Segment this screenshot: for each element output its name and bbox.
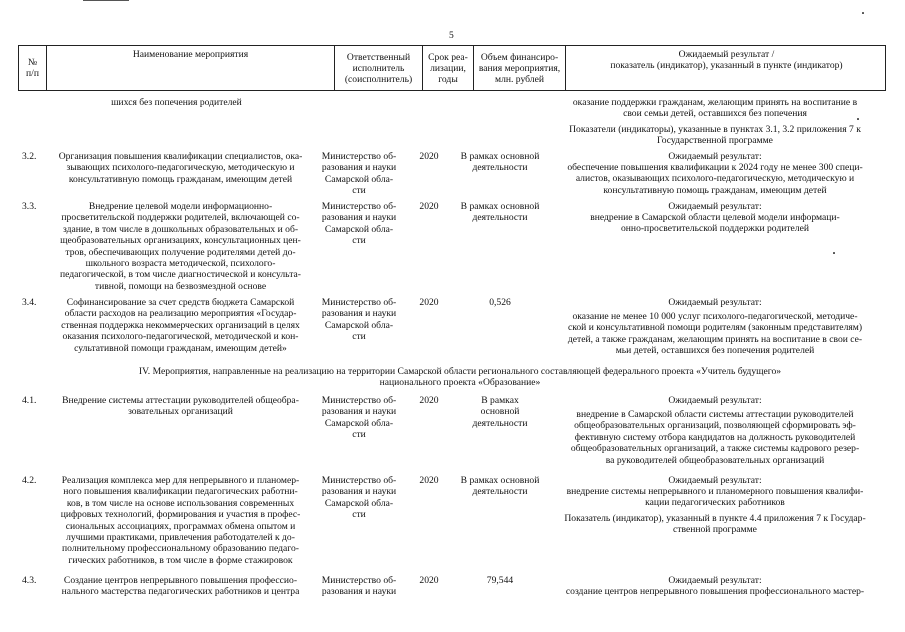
row-number: 4.1. bbox=[22, 395, 37, 406]
section-heading: IV. Мероприятия, направленные на реализацию на территории Самарской области регионального составляющей федерального проекта «Учитель будущего» национального проекта «Образование» bbox=[138, 366, 782, 389]
continuation-indicator: Показатели (индикаторы), указанные в пунктах 3.1, 3.2 приложения 7 к Государственной программе bbox=[569, 124, 861, 147]
row-funding: В рамках основной деятельности bbox=[460, 151, 540, 174]
row-responsible: Министерство об- разования и науки Самарской обла- сти bbox=[321, 297, 397, 343]
row-term: 2020 bbox=[419, 201, 439, 212]
continuation-result: оказание поддержки гражданам, желающим принять на воспитание в свои семьи детей, оставшихся без попечения bbox=[572, 97, 858, 120]
scan-speck bbox=[862, 12, 864, 14]
row-term: 2020 bbox=[419, 297, 439, 308]
row-number: 3.4. bbox=[22, 297, 37, 308]
row-name: Создание центров непрерывного повышения профессио- нального мастерства педагогических работников и центра bbox=[61, 575, 300, 598]
row-term: 2020 bbox=[419, 395, 439, 406]
row-result: обеспечение повышения квалификации к 2024 году не менее 300 специ- алистов, оказывающих психолого-педагогическую, методическую и консультативную помощь гражданам, имеющим детей bbox=[567, 162, 863, 196]
scan-artifact bbox=[83, 0, 129, 1]
row-result-title: Ожидаемый результат: bbox=[668, 475, 762, 486]
row-number: 4.3. bbox=[22, 575, 37, 586]
row-name: Внедрение целевой модели информационно- просветительской поддержки родителей, включающей со- здание, в том числе в дошкольных образовательных и об- щеобразовательных организациях, консультационных цен- тров, обеспечивающих получение родителями детей до- школьного возраста методической, психолого- педагогической, в том числе диагностической и консульта- тивной, помощи на безвозмездной основе bbox=[60, 201, 301, 292]
row-result: внедрение в Самарской области системы аттестации руководителей общеобразовательных организаций, позволяющей сформировать эф- фективную систему отбора кандидатов на должность руководителей общеобразовательных организаций, а также системы кадрового резер- ва руководителей общеобразовательных организаций bbox=[570, 409, 860, 466]
row-funding: 0,526 bbox=[489, 297, 511, 308]
row-name: Организация повышения квалификации специалистов, ока- зывающих психолого-педагогическую, методическую и консультативную помощь гражданам, имеющим детей bbox=[58, 151, 303, 185]
row-responsible: Министерство об- разования и науки bbox=[321, 575, 397, 598]
row-responsible: Министерство об- разования и науки Самарской обла- сти bbox=[321, 395, 397, 441]
row-funding: В рамках основной деятельности bbox=[460, 201, 540, 224]
header-num: № п/п bbox=[26, 57, 39, 79]
row-name: Реализация комплекса мер для непрерывного и планомер- ного повышения квалификации педагогических работни- ков, в том числе на основе использования современных цифровых технологий, формирования и участия в профес- сиональных ассоциациях, программах обмена опытом и лучшими практиками, привлечения работодателей к до- полнительному профессиональному образованию педаго- гических работников, в том числе в форме стажировок bbox=[60, 475, 301, 566]
row-number: 3.2. bbox=[22, 151, 37, 162]
row-responsible: Министерство об- разования и науки Самарской обла- сти bbox=[321, 151, 397, 197]
row-funding: В рамках основной деятельности bbox=[472, 395, 528, 429]
row-result-title: Ожидаемый результат: bbox=[668, 201, 762, 212]
header-responsible: Ответственный исполнитель (соисполнитель) bbox=[334, 46, 422, 90]
row-result-title: Ожидаемый результат: bbox=[668, 575, 762, 586]
row-number: 4.2. bbox=[22, 475, 37, 486]
continuation-name: шихся без попечения родителей bbox=[111, 97, 242, 108]
header-name: Наименование мероприятия bbox=[46, 46, 334, 90]
row-result: внедрение системы непрерывного и планомерного повышения квалифи- кации педагогических работников bbox=[566, 486, 864, 509]
page-number: 5 bbox=[449, 31, 454, 41]
row-responsible: Министерство об- разования и науки Самарской обла- сти bbox=[321, 201, 397, 247]
row-term: 2020 bbox=[419, 475, 439, 486]
row-term: 2020 bbox=[419, 151, 439, 162]
row-number: 3.3. bbox=[22, 201, 37, 212]
row-result: оказание не менее 10 000 услуг психолого-педагогической, методиче- ской и консультативной помощи родителям (законным представителям) детей, а также гражданам, желающим принять на воспитание в свои се- мьи детей, оставшихся без попечения родителей bbox=[567, 311, 863, 357]
row-funding: В рамках основной деятельности bbox=[460, 475, 540, 498]
row-result-title: Ожидаемый результат: bbox=[668, 395, 762, 406]
header-term: Срок реа- лизации, годы bbox=[422, 46, 473, 90]
row-funding: 79,544 bbox=[486, 575, 514, 586]
header-funding: Объем финансиро- вания мероприятия, млн. рублей bbox=[473, 46, 565, 90]
row-name: Внедрение системы аттестации руководителей общеобра- зовательных организаций bbox=[62, 395, 299, 418]
row-result: внедрение в Самарской области целевой модели информаци- онно-просветительской поддержки родителей bbox=[590, 212, 840, 235]
row-result: создание центров непрерывного повышения профессионального мастер- bbox=[565, 586, 865, 597]
row-term: 2020 bbox=[419, 575, 439, 586]
row-responsible: Министерство об- разования и науки Самарской обла- сти bbox=[321, 475, 397, 521]
row-name: Софинансирование за счет средств бюджета Самарской области расходов на реализацию мероприятия «Государ- ственная поддержка некоммерческих организаций в целях оказания психолого-педагогической, методической и кон- сультативной помощи гражданам, имеющим детей» bbox=[61, 297, 300, 354]
row-indicator: Показатель (индикатор), указанный в пункте 4.4 приложения 7 к Государ- ственной программе bbox=[564, 513, 866, 536]
row-result-title: Ожидаемый результат: bbox=[668, 297, 762, 308]
table-header bbox=[18, 45, 886, 91]
header-result: Ожидаемый результат / показатель (индикатор), указанный в пункте (индикатор) bbox=[565, 46, 887, 90]
row-result-title: Ожидаемый результат: bbox=[668, 151, 762, 162]
scan-speck bbox=[833, 252, 835, 254]
